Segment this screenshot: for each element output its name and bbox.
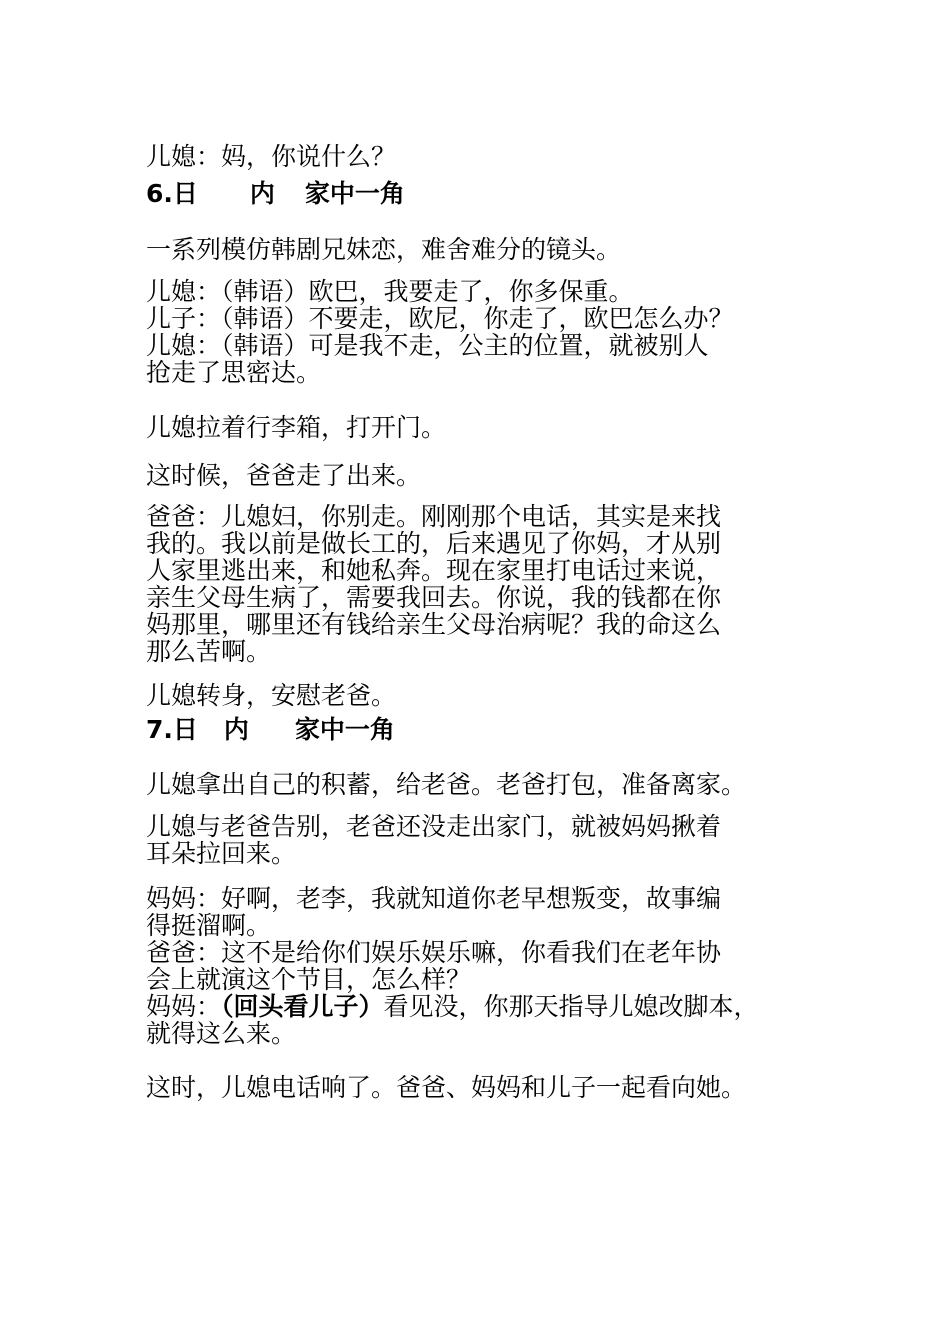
paragraph-line: 儿媳拉着行李箱，打开门。 bbox=[146, 413, 447, 442]
scene-location: 家中一角 bbox=[304, 179, 405, 208]
scene-interior: 内 bbox=[223, 715, 249, 744]
dialogue-line: 妈那里，哪里还有钱给亲生父母治病呢？我的命这么 bbox=[146, 610, 722, 639]
dialogue-line: 那么苦啊。 bbox=[146, 637, 272, 666]
dialogue-line: 妈妈：好啊，老李，我就知道你老早想叛变，故事编 bbox=[146, 884, 722, 913]
dialogue-line: 就得这么来。 bbox=[146, 1019, 297, 1048]
paragraph-line: 耳朵拉回来。 bbox=[146, 839, 297, 868]
paragraph-line: 儿媳与老爸告别，老爸还没走出家门，就被妈妈揪着 bbox=[146, 812, 722, 841]
dialogue-block bbox=[146, 503, 836, 665]
dialogue-line: 儿子：（韩语）不要走，欧尼，你走了，欧巴怎么办？ bbox=[146, 304, 734, 333]
dialogue-block bbox=[146, 885, 836, 1047]
dialogue-line: 我的。我以前是做长工的，后来遇见了你妈，才从别 bbox=[146, 529, 722, 558]
dialogue-line: 儿媳：（韩语）欧巴，我要走了，你多保重。 bbox=[146, 277, 634, 306]
paragraph-line: 一系列模仿韩剧兄妹恋，难舍难分的镜头。 bbox=[146, 235, 622, 264]
scene-interior: 内 bbox=[249, 179, 275, 208]
dialogue-block bbox=[146, 278, 836, 386]
dialogue-line: 人家里逃出来，和她私奔。现在家里打电话过来说， bbox=[146, 556, 722, 585]
speaker-label: 妈妈： bbox=[146, 992, 222, 1021]
dialogue-line: 会上就演这个节目，怎么样？ bbox=[146, 965, 472, 994]
dialogue-line: 抢走了思密达。 bbox=[146, 358, 322, 387]
scene-location: 家中一角 bbox=[294, 715, 395, 744]
scene-heading-7 bbox=[146, 716, 836, 743]
dialogue-text: 看见没，你那天指导儿媳改脚本， bbox=[383, 992, 759, 1021]
paragraph-line: 儿媳拿出自己的积蓄，给老爸。老爸打包，准备离家。 bbox=[146, 770, 747, 799]
stage-direction: （回头看儿子） bbox=[221, 992, 384, 1021]
dialogue-line: 得挺溜啊。 bbox=[146, 911, 272, 940]
paragraph-line: 这时候，爸爸走了出来。 bbox=[146, 461, 422, 490]
dialogue-line: 亲生父母生病了，需要我回去。你说，我的钱都在你 bbox=[146, 583, 722, 612]
paragraph-line: 儿媳转身，安慰老爸。 bbox=[146, 681, 397, 710]
dialogue-line bbox=[146, 993, 836, 1020]
scene-number: 6.日 bbox=[146, 179, 198, 208]
dialogue-line: 儿媳：（韩语）可是我不走，公主的位置，就被别人 bbox=[146, 331, 709, 360]
paragraph-line: 儿媳：妈，你说什么？ bbox=[146, 142, 397, 171]
paragraph-block bbox=[146, 813, 836, 867]
scene-number: 7.日 bbox=[146, 715, 198, 744]
dialogue-line: 爸爸：这不是给你们娱乐娱乐嘛，你看我们在老年协 bbox=[146, 938, 722, 967]
paragraph-line: 这时，儿媳电话响了。爸爸、妈妈和儿子一起看向她。 bbox=[146, 1073, 747, 1102]
scene-heading-6 bbox=[146, 180, 836, 207]
dialogue-line: 爸爸：儿媳妇，你别走。刚刚那个电话，其实是来找 bbox=[146, 502, 722, 531]
